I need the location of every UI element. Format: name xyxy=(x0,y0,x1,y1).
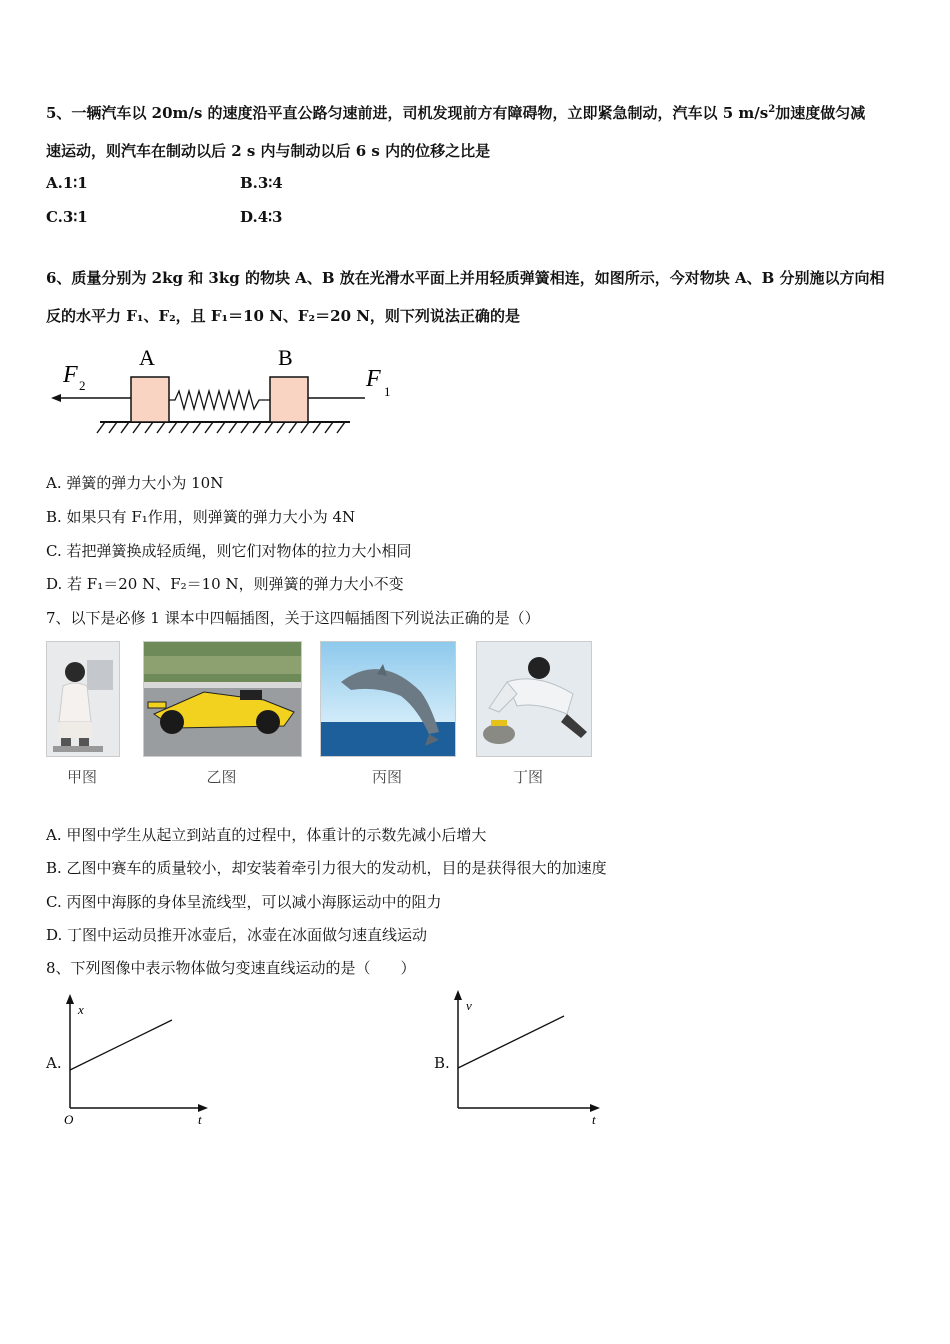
q7-answer-b: B. 乙图中赛车的质量较小，却安装着牵引力很大的发动机，目的是获得很大的加速度 xyxy=(46,859,607,877)
f1-label: F xyxy=(366,366,381,392)
q8-graph-b-option: B. xyxy=(434,1054,450,1072)
q6-answer-a: A. 弹簧的弹力大小为 10N xyxy=(46,474,224,492)
graph-b xyxy=(444,986,606,1130)
q6-line1: 6、质量分别为 2kg 和 3kg 的物块 A、B 放在光滑水平面上并用轻质弹簧相连，如图所示，今对物块 A、B 分别施以方向相 xyxy=(46,269,885,287)
graph-b-y-arrow-icon xyxy=(454,990,462,1000)
block-a-label: A xyxy=(139,345,155,370)
graph-b-line xyxy=(458,1016,564,1068)
spring xyxy=(169,391,270,409)
block-b-label: B xyxy=(278,345,293,370)
graph-a-line xyxy=(70,1020,172,1070)
graph-b-x-arrow-icon xyxy=(590,1104,600,1112)
q7-answer-d: D. 丁图中运动员推开冰壶后，冰壶在冰面做匀速直线运动 xyxy=(46,926,428,944)
spring-block-figure xyxy=(45,340,365,440)
caption-bing: 丙图 xyxy=(371,768,402,786)
q8-graph-a-option: A. xyxy=(46,1054,62,1072)
graph-a-y-label: x xyxy=(78,1002,84,1017)
q6-answer-d: D. 若 F₁＝20 N、F₂＝10 N，则弹簧的弹力大小不变 xyxy=(46,575,404,593)
graph-a-y-arrow-icon xyxy=(66,994,74,1004)
graph-a-x-arrow-icon xyxy=(198,1104,208,1112)
graph-b-x-label: t xyxy=(592,1112,596,1127)
q5-line1-text: 5、一辆汽车以 20m/s 的速度沿平直公路匀速前进，司机发现前方有障碍物，立即紧急制动，汽车以 5 m/s xyxy=(46,104,769,122)
f2-label: F xyxy=(63,362,78,388)
photo-jia xyxy=(46,641,120,757)
caption-yi: 乙图 xyxy=(206,768,237,786)
graph-a-x-label: t xyxy=(198,1112,202,1127)
f2-arrow-icon xyxy=(51,394,61,402)
photo-bing xyxy=(320,641,456,757)
graph-a xyxy=(56,990,216,1130)
q7-line1: 7、以下是必修 1 课本中四幅插图，关于这四幅插图下列说法正确的是（） xyxy=(46,609,540,627)
photo-yi xyxy=(143,641,302,757)
caption-jia: 甲图 xyxy=(66,768,97,786)
f2-subscript: 2 xyxy=(79,378,86,393)
q5-line1-tail: 加速度做匀减 xyxy=(775,104,866,122)
q5-option-a: A.1∶1 xyxy=(46,174,88,192)
q6-answer-b: B. 如果只有 F₁作用，则弹簧的弹力大小为 4N xyxy=(46,508,356,526)
q5-line1 xyxy=(46,102,865,123)
q5-option-d: D.4∶3 xyxy=(240,208,283,226)
block-b xyxy=(270,377,308,422)
q7-answer-a: A. 甲图中学生从起立到站直的过程中，体重计的示数先减小后增大 xyxy=(46,826,487,844)
photo-ding xyxy=(476,641,592,757)
q5-line2: 速运动，则汽车在制动以后 2 s 内与制动以后 6 s 内的位移之比是 xyxy=(46,142,491,160)
graph-a-origin: O xyxy=(64,1112,74,1127)
q6-line2: 反的水平力 F₁、F₂，且 F₁＝10 N、F₂＝20 N，则下列说法正确的是 xyxy=(46,307,520,325)
f1-label-box xyxy=(360,360,400,406)
q6-answer-c: C. 若把弹簧换成轻质绳，则它们对物体的拉力大小相同 xyxy=(46,542,412,560)
q5-option-b: B.3∶4 xyxy=(240,174,283,192)
graph-b-y-label: v xyxy=(466,998,472,1013)
caption-ding: 丁图 xyxy=(512,768,543,786)
f1-subscript: 1 xyxy=(384,384,391,399)
q5-line1-sup: 2 xyxy=(768,104,776,115)
q5-option-c: C.3∶1 xyxy=(46,208,88,226)
block-a xyxy=(131,377,169,422)
q8-line1: 8、下列图像中表示物体做匀变速直线运动的是（ ） xyxy=(46,959,416,977)
q7-answer-c: C. 丙图中海豚的身体呈流线型，可以减小海豚运动中的阻力 xyxy=(46,893,442,911)
